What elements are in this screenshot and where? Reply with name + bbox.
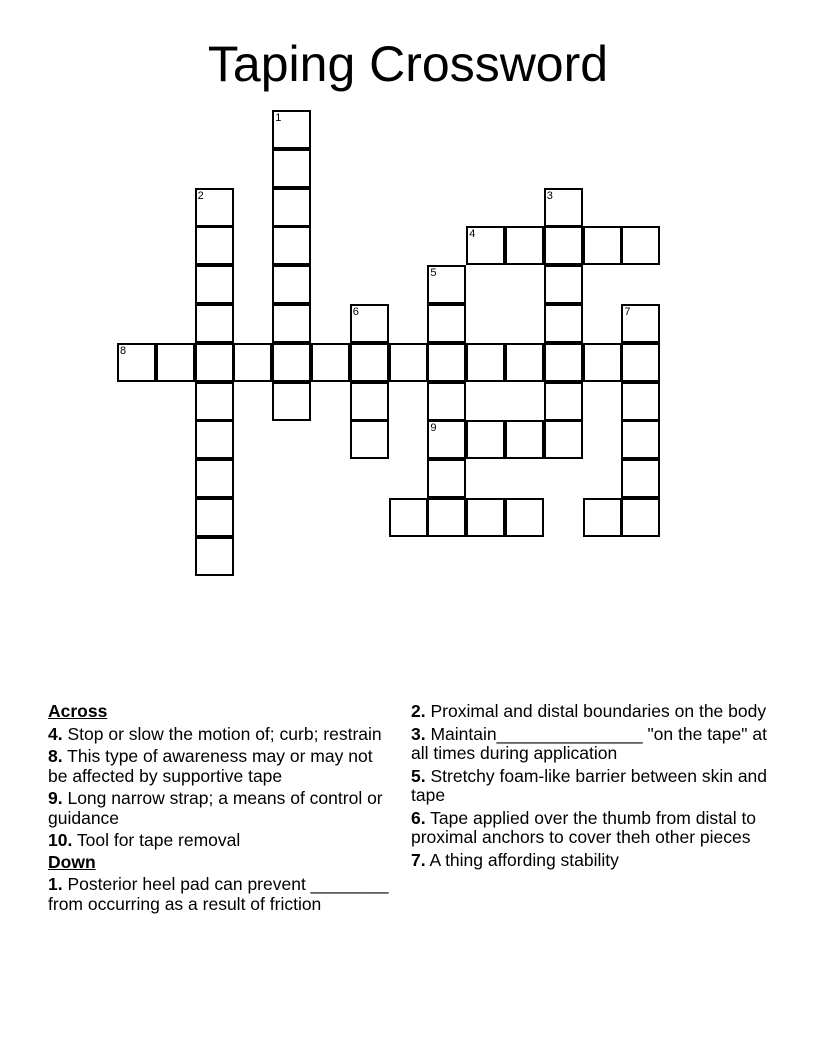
clue-down-5 (411, 767, 771, 806)
crossword-cell[interactable] (272, 382, 311, 421)
clues-left-column (48, 702, 393, 917)
crossword-cell[interactable] (466, 343, 505, 382)
clue-across-8 (48, 747, 393, 786)
crossword-cell[interactable] (583, 498, 622, 537)
clue-down-1 (48, 875, 393, 914)
clue-number: 6. (411, 807, 426, 828)
crossword-cell[interactable] (272, 304, 311, 343)
crossword-cell[interactable] (621, 459, 660, 498)
crossword-cell[interactable] (621, 226, 660, 265)
crossword-cell[interactable] (195, 420, 234, 459)
clue-text: Tape applied over the thumb from distal to proximal anchors to cover theh other pieces (411, 807, 757, 847)
crossword-cell[interactable] (389, 343, 428, 382)
crossword-cell[interactable] (272, 226, 311, 265)
clue-text: Stretchy foam-like barrier between skin and tape (411, 765, 768, 805)
clue-text: Tool for tape removal (72, 830, 241, 850)
clue-number: 7. (411, 849, 426, 870)
clue-text: Posterior heel pad can prevent ________ from occurring as a result of friction (48, 874, 389, 914)
clue-text: Maintain_______________ "on the tape" at all times during application (411, 723, 767, 763)
clue-text: This type of awareness may or may not be affected by supportive tape (48, 746, 373, 786)
crossword-cell[interactable] (505, 498, 544, 537)
clue-down-6 (411, 809, 771, 848)
crossword-cell[interactable] (350, 343, 389, 382)
clue-number-label: 1 (275, 112, 282, 124)
crossword-cell[interactable] (195, 382, 234, 421)
clue-down-3 (411, 725, 771, 764)
crossword-cell[interactable] (544, 343, 583, 382)
down-heading: Down (48, 851, 96, 872)
clue-text: Long narrow strap; a means of control or guidance (48, 788, 383, 828)
crossword-cell[interactable] (350, 304, 389, 343)
crossword-cell[interactable] (233, 343, 272, 382)
crossword-cell[interactable] (544, 226, 583, 265)
crossword-cell[interactable] (427, 382, 466, 421)
crossword-cell[interactable] (544, 420, 583, 459)
clue-text: Stop or slow the motion of; curb; restrain (62, 723, 382, 744)
clue-number: 3. (411, 723, 426, 744)
crossword-cell[interactable] (272, 188, 311, 227)
across-heading: Across (48, 701, 108, 721)
clue-number: 10. (48, 830, 73, 850)
crossword-cell[interactable] (350, 382, 389, 421)
crossword-cell[interactable] (621, 304, 660, 343)
clue-text: Proximal and distal boundaries on the body (425, 701, 767, 721)
crossword-cell[interactable] (544, 265, 583, 304)
crossword-cell[interactable] (195, 498, 234, 537)
crossword-cell[interactable] (272, 149, 311, 188)
crossword-cell[interactable] (350, 420, 389, 459)
crossword-cell[interactable] (117, 343, 156, 382)
clue-across-9 (48, 789, 393, 828)
crossword-cell[interactable] (466, 498, 505, 537)
clue-down-2 (411, 702, 771, 722)
page-title: Taping Crossword (207, 36, 609, 92)
crossword-cell[interactable] (195, 343, 234, 382)
clue-number-label: 9 (430, 422, 437, 435)
crossword-cell[interactable] (583, 343, 622, 382)
crossword-cell[interactable] (544, 382, 583, 421)
crossword-cell[interactable] (621, 420, 660, 459)
crossword-cell[interactable] (583, 226, 622, 265)
crossword-cell[interactable] (466, 226, 505, 265)
crossword-cell[interactable] (544, 304, 583, 343)
clue-number: 8. (48, 746, 63, 766)
clue-number-label: 2 (197, 189, 204, 202)
clue-number-label: 5 (430, 267, 437, 280)
crossword-cell[interactable] (505, 420, 544, 459)
clue-across-10 (48, 831, 393, 851)
crossword-cell[interactable] (195, 537, 234, 576)
crossword-cell[interactable] (505, 226, 544, 265)
crossword-cell[interactable] (544, 188, 583, 227)
clue-number-label: 6 (352, 306, 359, 318)
crossword-cell[interactable] (195, 265, 234, 304)
crossword-cell[interactable] (427, 498, 466, 537)
crossword-cell[interactable] (427, 265, 466, 304)
clue-number: 2. (411, 701, 426, 721)
clue-number: 4. (48, 723, 63, 744)
clue-text: A thing affording stability (425, 849, 619, 870)
clue-across-4 (48, 725, 393, 745)
clue-number: 1. (48, 874, 63, 894)
crossword-cell[interactable] (389, 498, 428, 537)
clue-number-label: 7 (624, 306, 631, 318)
clue-number: 9. (48, 788, 63, 808)
clue-number-label: 3 (546, 189, 553, 202)
crossword-cell[interactable] (272, 343, 311, 382)
clue-number-label: 4 (469, 228, 476, 241)
crossword-cell[interactable] (427, 459, 466, 498)
crossword-cell[interactable] (427, 343, 466, 382)
clue-down-7 (411, 851, 771, 871)
crossword-cell[interactable] (195, 226, 234, 265)
crossword-cell[interactable] (195, 304, 234, 343)
crossword-cell[interactable] (621, 382, 660, 421)
crossword-cell[interactable] (195, 188, 234, 227)
crossword-cell[interactable] (427, 304, 466, 343)
crossword-cell[interactable] (272, 265, 311, 304)
crossword-cell[interactable] (466, 420, 505, 459)
crossword-cell[interactable] (621, 498, 660, 537)
crossword-cell[interactable] (621, 343, 660, 382)
clues-right-column (411, 702, 771, 873)
crossword-cell[interactable] (311, 343, 350, 382)
crossword-cell[interactable] (195, 459, 234, 498)
clue-number: 5. (411, 765, 426, 786)
clue-number-label: 8 (120, 344, 127, 357)
crossword-cell[interactable] (427, 420, 466, 459)
crossword-cell[interactable] (505, 343, 544, 382)
crossword-cell[interactable] (156, 343, 195, 382)
crossword-cell[interactable] (272, 110, 311, 149)
